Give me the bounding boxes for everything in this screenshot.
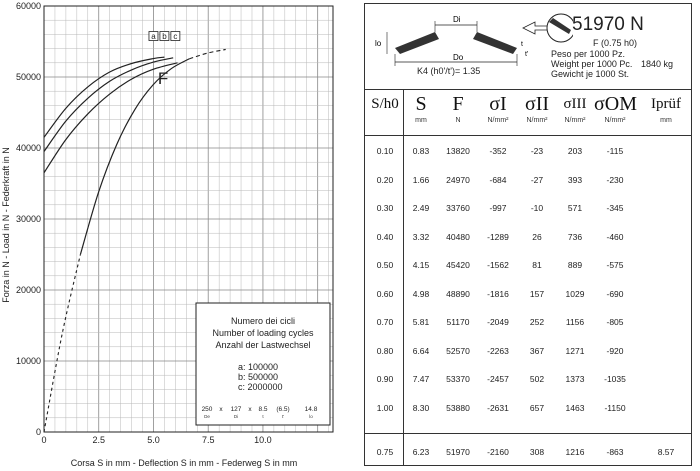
legend-dim-sub: lo (309, 414, 313, 419)
legend-dim-value: 8.5 (258, 406, 268, 413)
table-footer-cell: 51970 (446, 447, 470, 457)
table-cell: 3.32 (412, 231, 430, 242)
table-cell: 1373 (565, 374, 585, 384)
x-tick-label: 7.5 (201, 435, 215, 445)
table-cell: -23 (530, 146, 544, 156)
table-cell: -352 (489, 146, 507, 156)
legend-box (196, 303, 330, 425)
y-tick-label: 20000 (15, 285, 41, 295)
k4-value: K4 (h0'/t')= 1.35 (417, 66, 481, 76)
y-tick-label: 60000 (15, 1, 41, 11)
column-header (556, 94, 594, 124)
table-cell: 1271 (565, 345, 585, 356)
column-header-symbol: σIII (563, 96, 587, 112)
table-cell: -230 (606, 174, 624, 185)
table-cell: 1029 (565, 288, 585, 299)
column-header (478, 94, 518, 124)
table-cell: -2263 (487, 345, 509, 356)
table-cell: 24970 (446, 174, 470, 185)
table-cell: -690 (606, 288, 624, 299)
label-di: Di (453, 15, 461, 24)
table-cell: 7.47 (412, 374, 430, 384)
table-footer-divider (365, 433, 691, 434)
table-footer-cell: 0.75 (376, 447, 394, 457)
table-cell: -27 (530, 174, 544, 185)
legend-entry-b: b: 500000 (238, 372, 279, 382)
column-header (594, 94, 636, 124)
y-tick-label: 50000 (15, 72, 41, 82)
x-tick-label: 0 (41, 435, 47, 445)
legend-dim-value: (6.5) (276, 406, 290, 413)
table-footer-cell: 1216 (565, 447, 585, 457)
table-cell: 45420 (446, 260, 470, 270)
curve-label-b: b (162, 32, 167, 42)
table-cell: 40480 (446, 231, 470, 242)
x-tick-label: 10.0 (254, 435, 272, 445)
table-cell: 0.80 (376, 345, 394, 356)
legend-dim-value: x (248, 406, 252, 413)
curve-label-c: c (173, 32, 178, 42)
table-cell: 5.81 (412, 317, 430, 327)
table-cell: -1035 (604, 374, 626, 384)
series-F-line (80, 59, 189, 255)
legend-dim-value: x (219, 406, 223, 413)
table-cell: 0.70 (376, 317, 394, 327)
legend-entry-a: a: 100000 (238, 362, 279, 372)
table-cell: 4.98 (412, 288, 430, 299)
column-header-unit: N (455, 117, 461, 124)
spring-section-left (395, 32, 439, 54)
table-column-headers (365, 90, 691, 136)
column-header (404, 94, 438, 124)
weight-line-it: Peso per 1000 Pz. (551, 49, 626, 59)
y-tick-label: 10000 (15, 356, 41, 366)
table-cell: -575 (606, 260, 624, 270)
y-tick-label: 0 (35, 427, 41, 437)
legend-dim-value: 250 (201, 406, 213, 413)
table-footer-cell: 308 (529, 447, 545, 457)
column-header (366, 94, 404, 117)
table-cell: 889 (567, 260, 583, 270)
x-tick-label: 2.5 (92, 435, 105, 445)
table-cell: 0.83 (412, 146, 430, 156)
legend-dim-value: 127 (230, 406, 242, 413)
table-cell: 8.30 (412, 402, 430, 413)
table-cell: -460 (606, 231, 624, 242)
y-tick-label: 30000 (15, 214, 41, 224)
series-F-dashed-end (189, 49, 225, 58)
table-cell: -1816 (487, 288, 509, 299)
legend-title-line: Numero dei cicli (230, 316, 296, 326)
table-cell: 0.90 (376, 374, 394, 384)
table-cell: -997 (489, 203, 507, 213)
table-cell: 203 (567, 146, 583, 156)
table-cell: -920 (606, 345, 624, 356)
table-cell: -2631 (487, 402, 509, 413)
column-header (518, 94, 556, 124)
table-cell: 736 (567, 231, 583, 242)
curve-label-a: a (151, 32, 156, 42)
table-cell: -345 (606, 203, 624, 213)
table-cell: -2457 (487, 374, 509, 384)
table-cell: 26 (532, 231, 542, 242)
column-header-symbol: σI (489, 93, 507, 115)
column-header-symbol: F (452, 93, 464, 115)
legend-title-line: Number of loading cycles (212, 328, 314, 338)
table-cell: 0.60 (376, 288, 394, 299)
column-header-symbol: σII (524, 93, 550, 115)
table-cell: -10 (530, 203, 544, 213)
table-cell: -115 (606, 146, 624, 156)
table-cell: 0.50 (376, 260, 394, 270)
table-cell: -1289 (487, 231, 509, 242)
legend-dim-sub: t' (281, 414, 285, 419)
column-header-symbol: Iprüf (651, 96, 681, 112)
table-cell: 0.10 (376, 146, 394, 156)
table-cell: 1463 (565, 402, 585, 413)
table-cell: -805 (606, 317, 624, 327)
table-cell: 81 (532, 260, 542, 270)
table-cell: 157 (529, 288, 545, 299)
table-cell: 367 (529, 345, 545, 356)
table-cell: 1.66 (412, 174, 430, 185)
table-cell: 0.30 (376, 203, 394, 213)
arrow-icon (523, 22, 549, 34)
table-cell: 393 (567, 174, 583, 185)
spec-header (365, 4, 691, 90)
table-cell: 657 (529, 402, 545, 413)
column-header-unit: N/mm² (604, 117, 626, 124)
spring-section-right (473, 32, 517, 54)
table-cell: -2049 (487, 317, 509, 327)
weight-value: 1840 kg (641, 59, 674, 69)
column-header (438, 94, 478, 124)
table-footer-cell: -863 (606, 447, 624, 457)
column-header-symbol: σOM (594, 93, 638, 115)
table-cell: -684 (489, 174, 507, 185)
column-header-unit: N/mm² (564, 117, 586, 124)
curve-label-F: F (157, 69, 169, 89)
label-t: t (521, 41, 523, 48)
table-cell: -1562 (487, 260, 509, 270)
y-axis-title: Forza in N - Load in N - Federkraft in N (1, 147, 11, 303)
table-cell: 0.40 (376, 231, 394, 242)
column-header-symbol: S (415, 93, 427, 115)
table-cell: 33760 (446, 203, 470, 213)
column-header-unit: N/mm² (487, 117, 509, 124)
column-header (648, 94, 684, 124)
legend-dim-sub: Di (233, 414, 239, 419)
table-cell: 52570 (446, 345, 470, 356)
table-cell: 6.64 (412, 345, 430, 356)
y-tick-label: 40000 (15, 143, 41, 153)
spec-subtitle: F (0.75 h0) (593, 38, 638, 48)
column-header-unit: N/mm² (526, 117, 548, 124)
weight-line-de: Gewicht je 1000 St. (551, 69, 630, 79)
label-lo: lo (375, 39, 382, 48)
label-t-prime: t' (525, 51, 529, 58)
x-axis-title: Corsa S in mm - Deflection S in mm - Federweg S in mm (70, 458, 298, 468)
table-footer-cell: 8.57 (657, 447, 675, 457)
table-cell: 2.49 (412, 203, 430, 213)
table-cell: 1.00 (376, 402, 394, 413)
column-header-unit: mm (415, 117, 427, 124)
part-number: 51970 N (572, 14, 644, 35)
table-cell: 48890 (446, 288, 470, 299)
table-footer-cell: -2160 (487, 447, 509, 457)
table-cell: 571 (567, 203, 583, 213)
legend-entry-c: c: 2000000 (238, 382, 283, 392)
table-cell: 51170 (446, 317, 470, 327)
table-footer-cell: 6.23 (412, 447, 430, 457)
table-cell: 13820 (446, 146, 470, 156)
legend-title-line: Anzahl der Lastwechsel (215, 340, 311, 350)
table-cell: 53370 (446, 374, 470, 384)
table-cell: 1156 (565, 317, 585, 327)
legend-dim-value: 14.8 (304, 406, 318, 413)
table-cell: 252 (529, 317, 545, 327)
table-cell: 4.15 (412, 260, 430, 270)
table-cell: 502 (529, 374, 545, 384)
column-header-unit: mm (660, 117, 672, 124)
x-tick-label: 5.0 (147, 435, 160, 445)
column-header-symbol: S/h0 (371, 96, 399, 112)
legend-dim-sub: t (262, 414, 264, 419)
spring-data-table (364, 3, 692, 466)
legend-dim-sub: De (204, 414, 210, 419)
column-divider (403, 90, 404, 465)
table-cell: 53880 (446, 402, 470, 413)
table-body (365, 136, 691, 467)
weight-line-en: Weight per 1000 Pc. (551, 59, 633, 69)
table-cell: -1150 (604, 402, 626, 413)
series-F-dashed-start (44, 255, 80, 432)
label-do: Do (453, 53, 464, 62)
table-cell: 0.20 (376, 174, 394, 185)
